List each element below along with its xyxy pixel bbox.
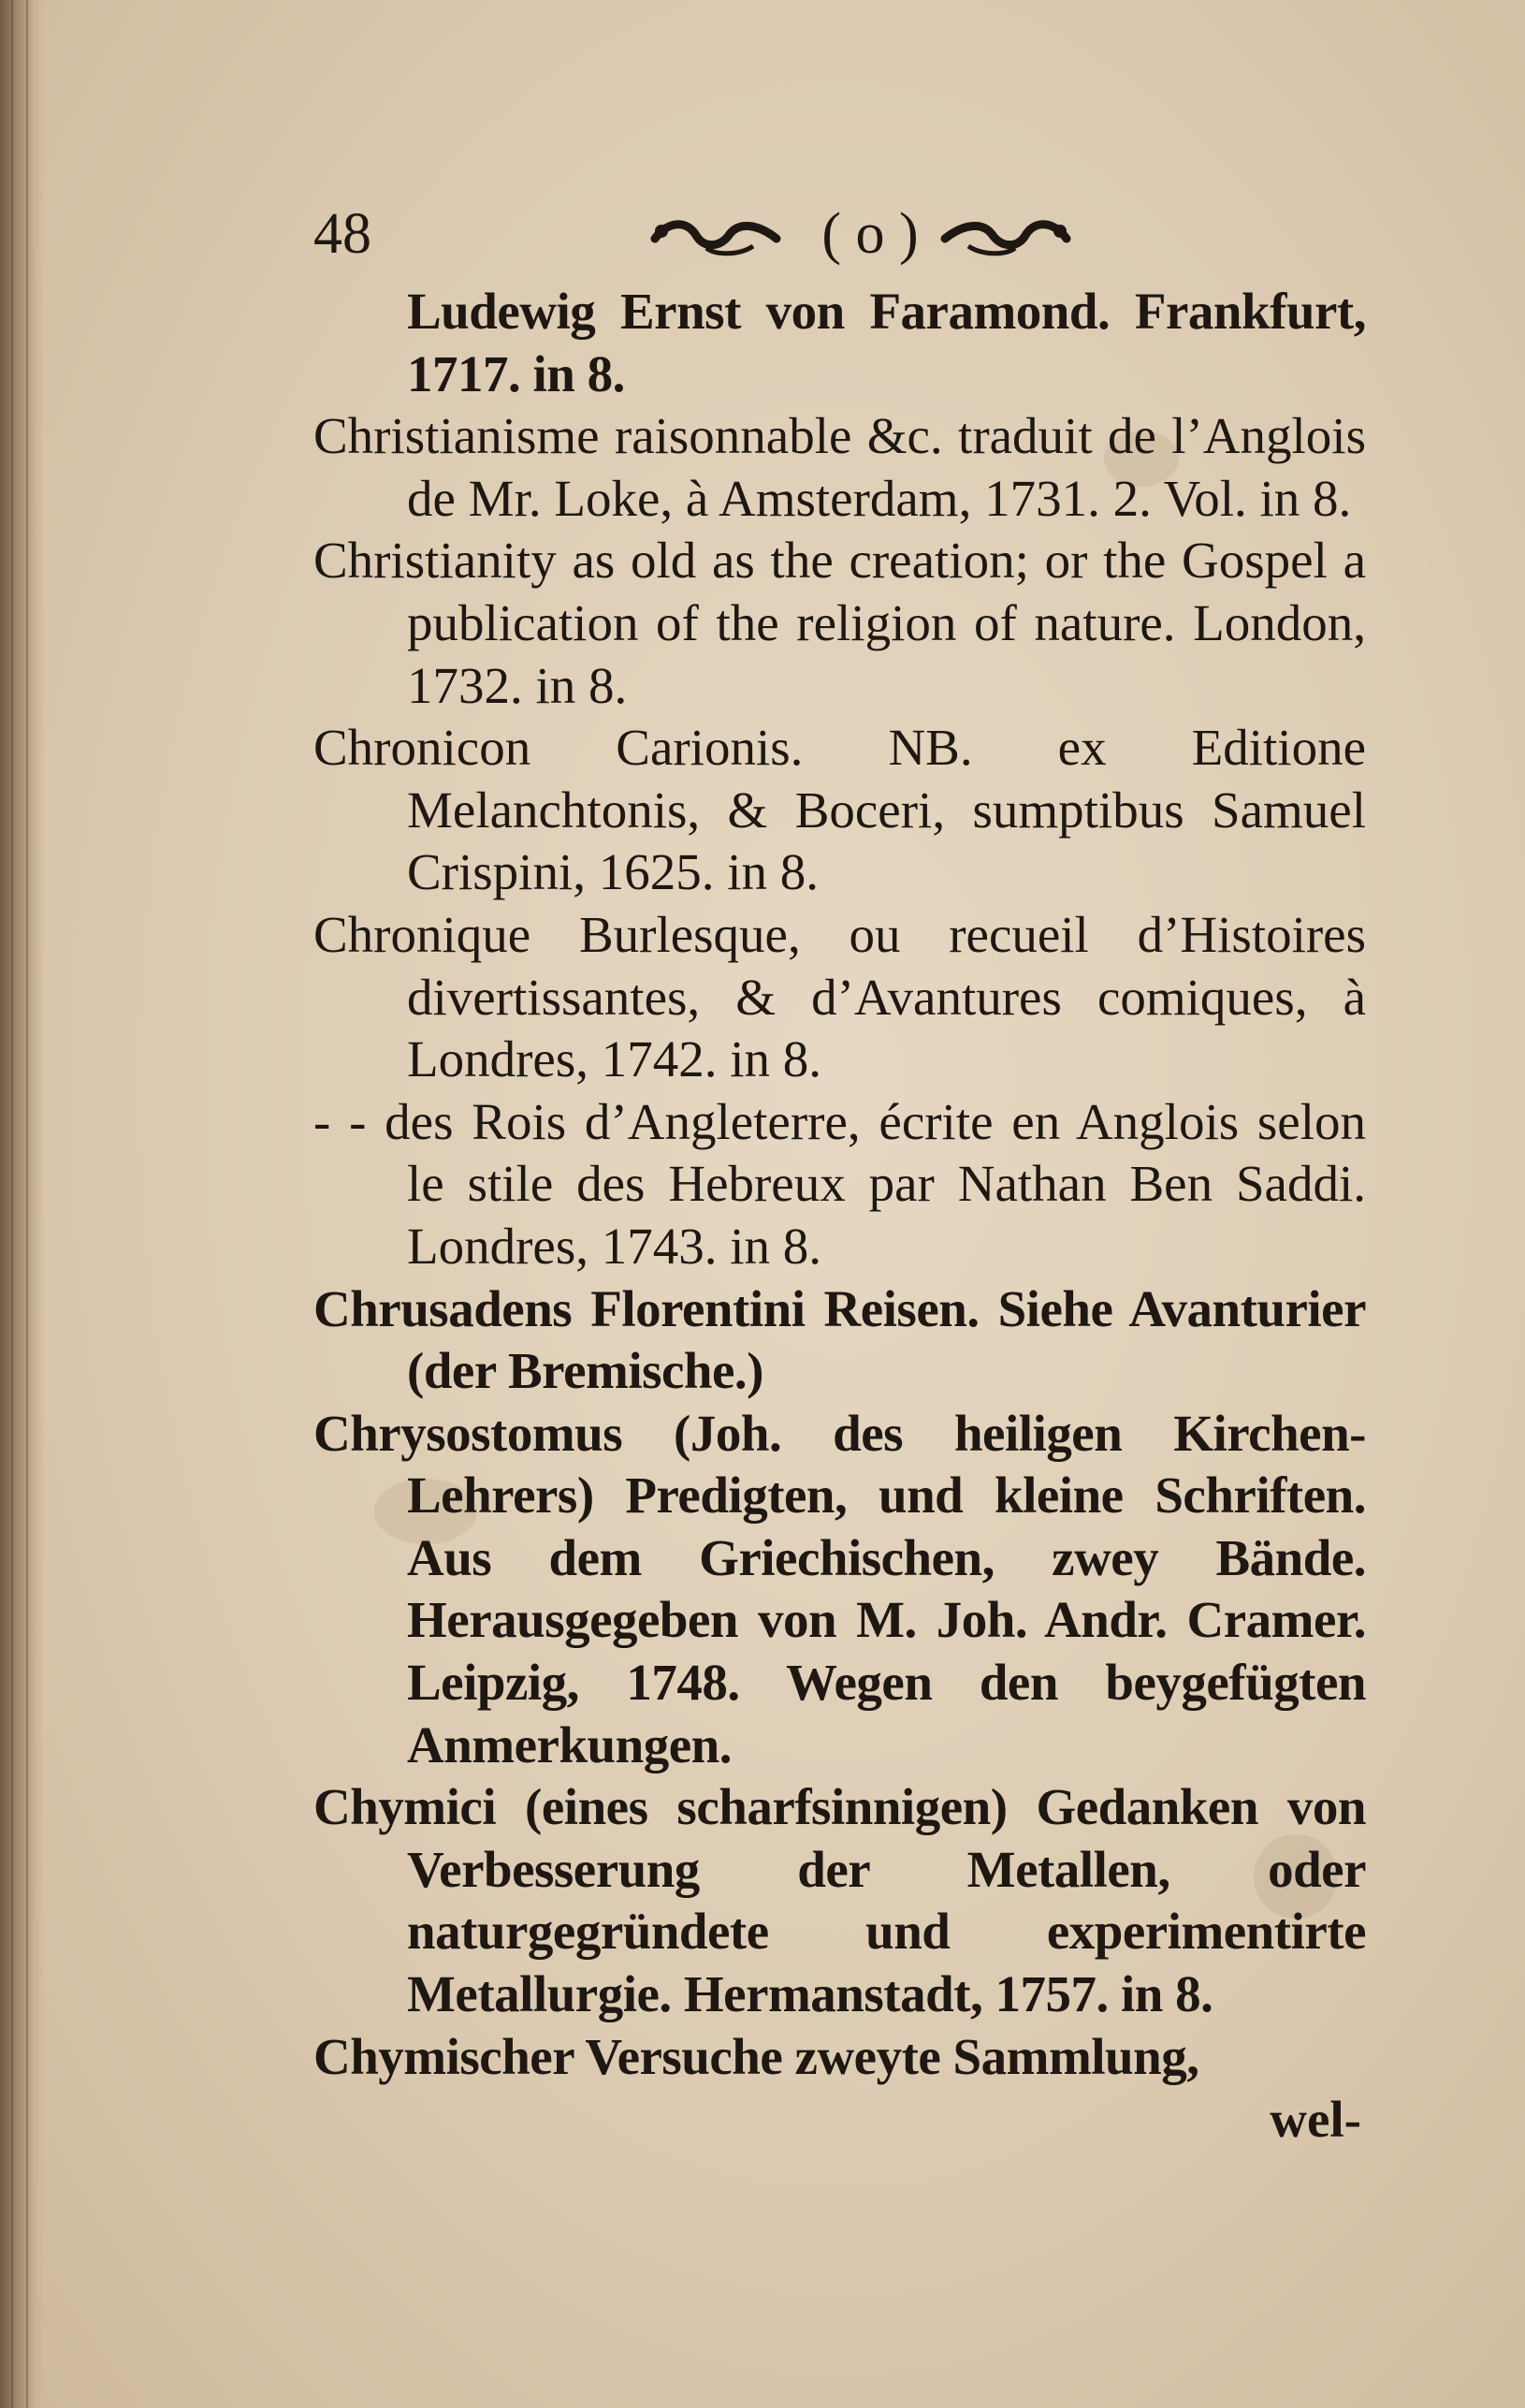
gutter-line bbox=[26, 0, 28, 2408]
right-scroll-ornament-icon bbox=[940, 211, 1071, 257]
catchword: wel- bbox=[1270, 2091, 1361, 2148]
list-item: Chrysostomus (Joh. des heiligen Kirchen-Lehrers) Predigten, und kleine Schriften. Aus dem Griechischen, zwey Bände. Herausgegeben von M. Joh. Andr. Cramer. Leipzig, 1748. Wegen den beygefügten Anmerkungen. bbox=[313, 1404, 1366, 1773]
list-item: Chrusadens Florentini Reisen. Siehe Avanturier (der Bremische.) bbox=[313, 1279, 1366, 1400]
entry-list bbox=[313, 281, 1366, 2088]
page-header bbox=[313, 192, 1352, 276]
list-item: Chymischer Versuche zweyte Sammlung, bbox=[313, 2027, 1199, 2085]
list-item: Christianity as old as the creation; or the Gospel a publication of the religion of nature. London, 1732. in 8. bbox=[313, 532, 1366, 714]
header-ornament-center: ( o ) bbox=[821, 202, 919, 266]
left-scroll-ornament-icon bbox=[650, 211, 781, 257]
list-item: Chronicon Carionis. NB. ex Editione Melanchtonis, & Boceri, sumptibus Samuel Crispini, 1625. in 8. bbox=[313, 719, 1366, 901]
list-item: Chymici (eines scharfsinnigen) Gedanken von Verbesserung der Metallen, oder naturgegründete und experimentirte Metallurgie. Hermanstadt, 1757. in 8. bbox=[313, 1778, 1366, 2023]
list-item: Christianisme raisonnable &c. traduit de l’Anglois de Mr. Loke, à Amsterdam, 1731. 2. Vol. in 8. bbox=[313, 407, 1366, 527]
list-item: - - des Rois d’Angleterre, écrite en Anglois selon le stile des Hebreux par Nathan Ben Saddi. Londres, 1743. in 8. bbox=[313, 1092, 1366, 1275]
list-item: Ludewig Ernst von Faramond. Frankfurt, 1717. in 8. bbox=[407, 283, 1366, 402]
gutter-line bbox=[11, 0, 13, 2408]
page-gutter bbox=[0, 0, 45, 2408]
page-number: 48 bbox=[313, 202, 371, 266]
list-item: Chronique Burlesque, ou recueil d’Histoires divertissantes, & d’Avantures comiques, à Londres, 1742. in 8. bbox=[313, 905, 1366, 1088]
